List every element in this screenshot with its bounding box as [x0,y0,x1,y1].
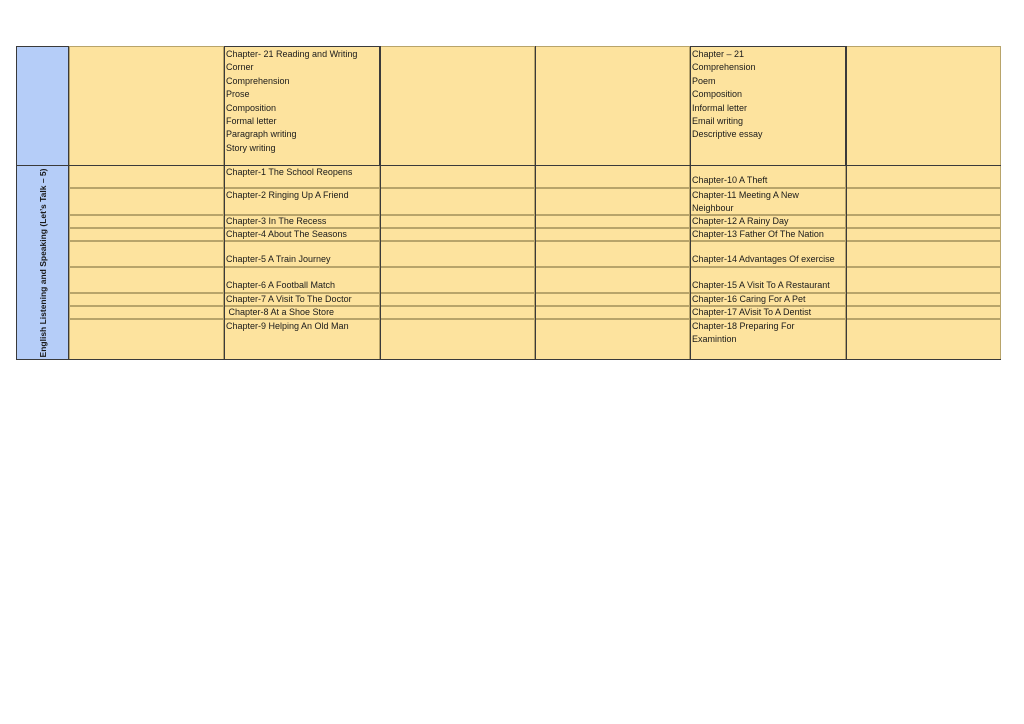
row-col7-cell [846,228,1001,241]
chapter-right-cell [690,267,846,293]
chapter-right: Chapter-13 Father Of The Nation [692,229,824,239]
grid-line [224,46,225,360]
row-col5-cell [535,215,690,228]
top-col3-line: Prose [226,89,250,100]
chapter-right-line: Chapter-11 Meeting A New [692,190,799,200]
chapter-left-cell [224,228,380,241]
row-col2-cell [69,267,224,293]
chapter-right-line: Chapter-18 Preparing For [692,321,795,331]
chapter-left: Chapter-7 A Visit To The Doctor [226,294,352,304]
row-col5-cell [535,267,690,293]
grid-line [16,359,1001,360]
row-col2-cell [69,215,224,228]
top-col6-line: Email writing [692,116,744,127]
top-col3-line: Story writing [226,142,276,153]
row-col7-cell [846,319,1001,360]
subject-label: English Listening and Speaking (Let’s Talk – 5) [37,168,48,357]
row-col4-cell [380,306,535,319]
row-col4-cell [380,228,535,241]
top-col6-line: Poem [692,75,716,86]
chapter-left-cell [224,188,380,215]
top-col3-cell [224,46,380,166]
chapter-left: Chapter-3 In The Recess [226,216,327,226]
chapter-right-cell [690,215,846,228]
row-col5-cell [535,188,690,215]
chapter-right: Chapter-14 Advantages Of exercise [692,253,835,264]
chapter-left-cell [224,241,380,267]
row-col4-cell [380,267,535,293]
row-col2-cell [69,188,224,215]
row-col4-cell [380,188,535,215]
chapter-right: Chapter-10 A Theft [692,174,768,185]
grid-line [690,46,691,360]
top-col6-line: Chapter – 21 [692,49,745,59]
top-col2-cell [69,46,224,166]
chapter-left: Chapter-2 Ringing Up A Friend [226,190,349,200]
chapter-right: Chapter-15 A Visit To A Restaurant [692,279,830,290]
chapter-right-cell [690,228,846,241]
chapter-left: Chapter-1 The School Reopens [226,167,353,177]
row-col7-cell [846,215,1001,228]
row-col7-cell [846,165,1001,188]
row-col4-cell [380,215,535,228]
chapter-left-cell [224,319,380,360]
chapter-left: Chapter-9 Helping An Old Man [226,321,349,331]
top-col3-line: Paragraph writing [226,129,297,140]
top-col3-line: Chapter- 21 Reading and Writing [226,49,358,59]
chapter-right-cell [690,306,846,319]
subject-label-cell [16,165,69,360]
chapter-left: Chapter-6 A Football Match [226,279,336,290]
top-col7-cell [846,46,1001,166]
chapter-right: Chapter-16 Caring For A Pet [692,294,806,304]
top-col5-cell [535,46,690,166]
top-col6-line: Informal letter [692,102,748,113]
chapter-right-line: Examintion [692,334,737,345]
grid-line [380,46,381,360]
row-col5-cell [535,228,690,241]
row-col2-cell [69,165,224,188]
chapter-left-cell [224,267,380,293]
grid-line [535,46,536,360]
top-col6-line: Descriptive essay [692,129,763,140]
syllabus-table [16,46,1001,360]
top-col4-cell [380,46,535,166]
chapter-right-cell [690,165,846,188]
row-col4-cell [380,165,535,188]
row-col7-cell [846,188,1001,215]
chapter-right-cell [690,188,846,215]
row-col5-cell [535,165,690,188]
row-col7-cell [846,306,1001,319]
chapter-right-cell [690,293,846,306]
subject-label-cell-top [16,46,69,166]
chapter-right-cell [690,319,846,360]
row-col5-cell [535,293,690,306]
row-col5-cell [535,319,690,360]
chapter-left-cell [224,215,380,228]
row-col2-cell [69,319,224,360]
chapter-right-line: Neighbour [692,203,734,214]
row-col7-cell [846,293,1001,306]
top-col6-line: Comprehension [692,62,756,73]
row-col4-cell [380,319,535,360]
chapter-right: Chapter-17 AVisit To A Dentist [692,307,812,317]
top-col6-line: Composition [692,89,743,100]
top-col3-line: Composition [226,102,277,113]
chapter-right: Chapter-12 A Rainy Day [692,216,789,226]
row-col7-cell [846,267,1001,293]
row-col4-cell [380,293,535,306]
top-col3-line: Formal letter [226,116,277,127]
row-col7-cell [846,241,1001,267]
chapter-right-cell [690,241,846,267]
row-col5-cell [535,241,690,267]
row-col2-cell [69,241,224,267]
row-col2-cell [69,306,224,319]
row-col2-cell [69,293,224,306]
chapter-left-cell [224,306,380,319]
chapter-left-cell [224,165,380,188]
row-col5-cell [535,306,690,319]
grid-line [846,46,847,360]
top-col6-cell [690,46,846,166]
top-col3-line: Comprehension [226,75,290,86]
row-col2-cell [69,228,224,241]
chapter-left: Chapter-8 At a Shoe Store [226,307,335,317]
chapter-left: Chapter-4 About The Seasons [226,229,347,239]
grid-line [16,165,1001,166]
row-col4-cell [380,241,535,267]
chapter-left: Chapter-5 A Train Journey [226,253,331,264]
chapter-left-cell [224,293,380,306]
top-col3-line: Corner [226,62,254,73]
